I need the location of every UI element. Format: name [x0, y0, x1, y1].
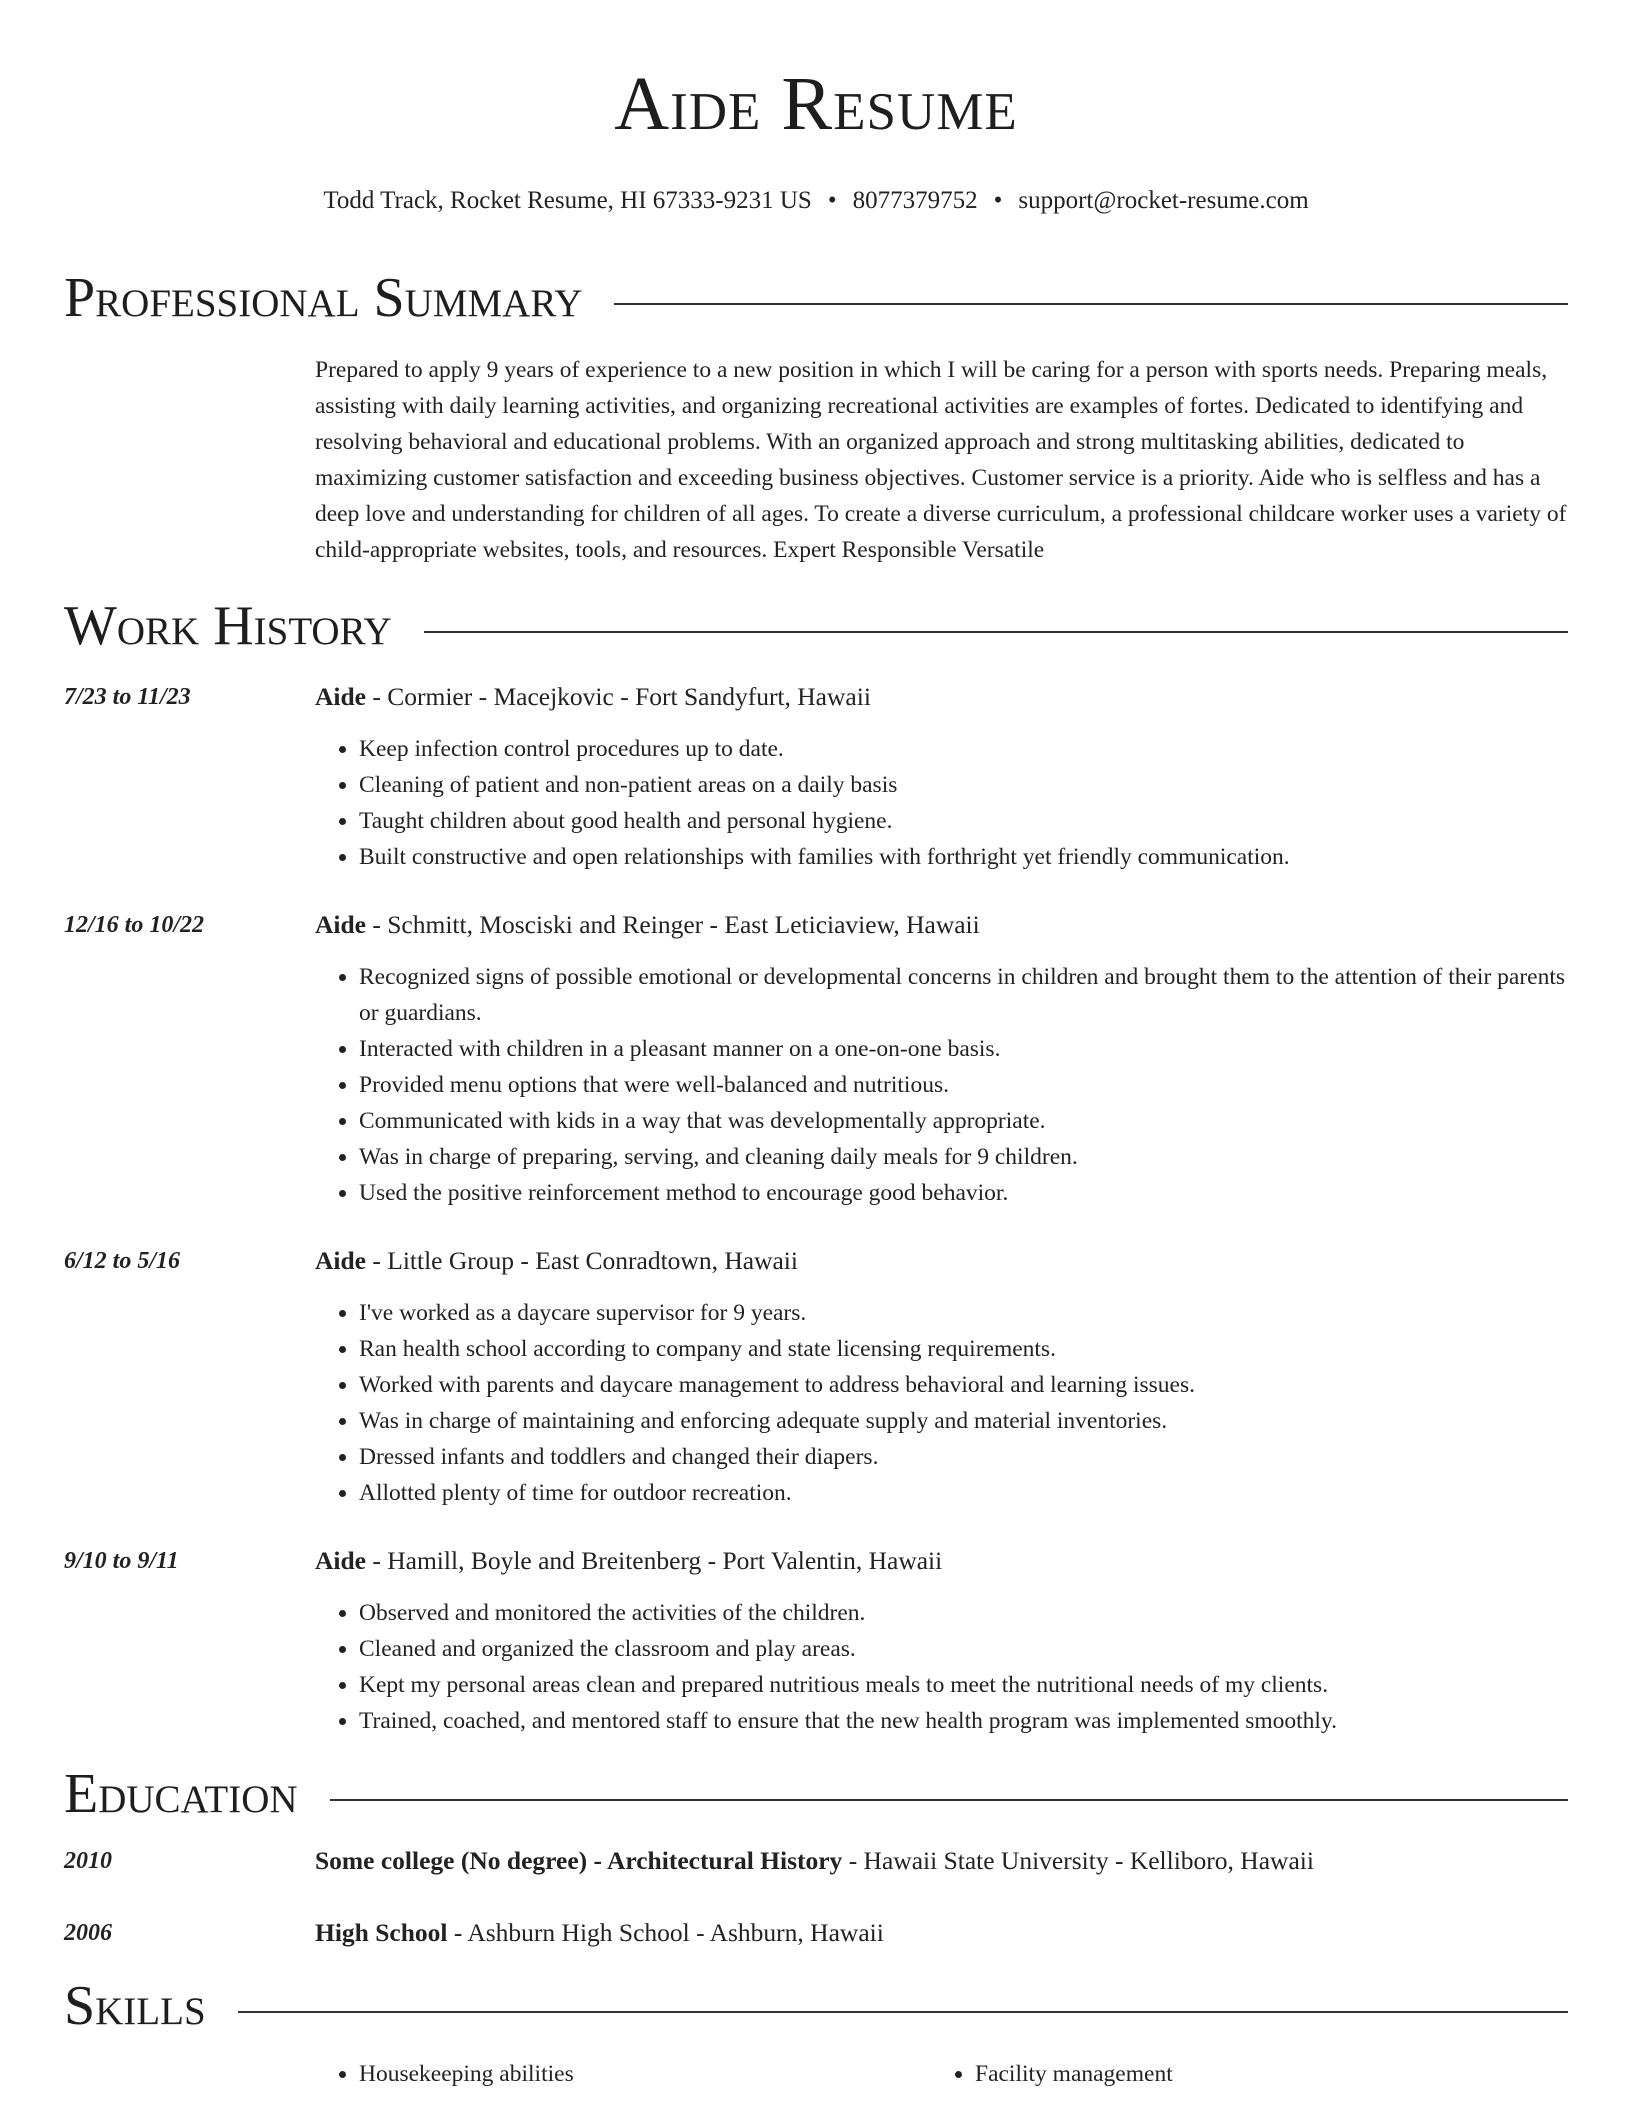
education-entry — [64, 1916, 1568, 1950]
job-bullet: • Cleaned and organized the classroom and play areas. — [359, 1631, 1568, 1667]
contact-separator: • — [993, 187, 1003, 214]
job-bullets — [315, 959, 1568, 1211]
job-entry — [64, 1544, 1568, 1739]
job-dates: 7/23 to 11/23 — [64, 684, 191, 710]
job-bullet: • Cleaning of patient and non-patient areas on a daily basis — [359, 767, 1568, 803]
contact-email: support@rocket-resume.com — [1018, 187, 1309, 214]
section-title-summary: Professional Summary — [64, 267, 583, 329]
job-bullet: • Interacted with children in a pleasant manner on a one-on-one basis. — [359, 1031, 1568, 1067]
section-divider — [238, 2011, 1568, 2013]
job-title: Aide — [315, 1546, 366, 1575]
job-title: Aide — [315, 910, 366, 939]
job-details: - Little Group - East Conradtown, Hawaii — [366, 1246, 798, 1275]
skills-column-right — [931, 2056, 1547, 2092]
job-dates: 9/10 to 9/11 — [64, 1548, 179, 1574]
job-bullet: • Allotted plenty of time for outdoor recreation. — [359, 1475, 1568, 1511]
job-dates: 6/12 to 5/16 — [64, 1248, 181, 1274]
education-body — [315, 1844, 1568, 1878]
job-headline — [315, 680, 1568, 714]
job-bullet: • Keep infection control procedures up to date. — [359, 731, 1568, 767]
job-bullet: • Used the positive reinforcement method to encourage good behavior. — [359, 1175, 1568, 1211]
job-bullets — [315, 1295, 1568, 1511]
job-dates: 12/16 to 10/22 — [64, 912, 205, 938]
education-entry — [64, 1844, 1568, 1878]
job-entry — [64, 908, 1568, 1211]
job-bullet: • Dressed infants and toddlers and changed their diapers. — [359, 1439, 1568, 1475]
job-bullet: • Worked with parents and daycare management to address behavioral and learning issues. — [359, 1367, 1568, 1403]
job-bullet: • Kept my personal areas clean and prepared nutritious meals to meet the nutritional needs of my clients. — [359, 1667, 1568, 1703]
job-bullet: • Built constructive and open relationships with families with forthright yet friendly communication. — [359, 839, 1568, 875]
job-body — [315, 680, 1568, 875]
job-bullet: • Recognized signs of possible emotional or developmental concerns in children and brought them to the attention of their parents or guardians. — [359, 959, 1568, 1031]
skill-item: • Housekeeping abilities — [359, 2056, 931, 2092]
job-headline — [315, 1544, 1568, 1578]
work-history-list — [64, 680, 1568, 1739]
section-header-education — [64, 1764, 1568, 1824]
job-bullet: • Ran health school according to company and state licensing requirements. — [359, 1331, 1568, 1367]
job-entry — [64, 680, 1568, 875]
job-bullet: • Was in charge of maintaining and enforcing adequate supply and material inventories. — [359, 1403, 1568, 1439]
contact-separator: • — [827, 187, 837, 214]
job-details: - Cormier - Macejkovic - Fort Sandyfurt, Hawaii — [366, 682, 871, 711]
job-details: - Schmitt, Mosciski and Reinger - East Leticiaview, Hawaii — [366, 910, 980, 939]
job-bullets — [315, 1595, 1568, 1739]
job-title: Aide — [315, 682, 366, 711]
skill-item: • Facility management — [975, 2056, 1547, 2092]
job-body — [315, 908, 1568, 1211]
section-divider — [424, 631, 1568, 633]
education-degree: Some college (No degree) - Architectural History — [315, 1846, 843, 1875]
summary-text: Prepared to apply 9 years of experience to a new position in which I will be caring for a person with sports needs. Preparing meals, assisting with daily learning activities, and organizing recreational activities are examples of fortes. Dedicated to identifying and resolving behavioral and educational problems. With an organized approach and strong multitasking abilities, dedicated to maximizing customer satisfaction and exceeding business objectives. Customer service is a priority. Aide who is selfless and has a deep love and understanding for children of all ages. To create a diverse curriculum, a professional childcare worker uses a variety of child-appropriate websites, tools, and resources. Expert Responsible Versatile — [315, 357, 1567, 563]
job-bullet: • Taught children about good health and personal hygiene. — [359, 803, 1568, 839]
section-divider — [614, 303, 1568, 305]
job-bullet: • Observed and monitored the activities of the children. — [359, 1595, 1568, 1631]
education-details: - Hawaii State University - Kelliboro, Hawaii — [842, 1846, 1314, 1875]
job-bullet: • Communicated with kids in a way that was developmentally appropriate. — [359, 1103, 1568, 1139]
job-title: Aide — [315, 1246, 366, 1275]
education-headline — [315, 1916, 1568, 1950]
job-bullet: • I've worked as a daycare supervisor for 9 years. — [359, 1295, 1568, 1331]
skills-column-left — [315, 2056, 931, 2092]
contact-address: Todd Track, Rocket Resume, HI 67333-9231 US — [323, 187, 812, 214]
section-header-work-history — [64, 596, 1568, 656]
job-bullet: • Trained, coached, and mentored staff to ensure that the new health program was implemented smoothly. — [359, 1703, 1568, 1739]
job-bullet: • Provided menu options that were well-balanced and nutritious. — [359, 1067, 1568, 1103]
section-title-education: Education — [64, 1763, 298, 1825]
education-list — [64, 1844, 1568, 1950]
job-bullet: • Was in charge of preparing, serving, and cleaning daily meals for 9 children. — [359, 1139, 1568, 1175]
education-details: - Ashburn High School - Ashburn, Hawaii — [447, 1918, 884, 1947]
contact-line — [64, 186, 1568, 216]
job-headline — [315, 1244, 1568, 1278]
job-entry — [64, 1244, 1568, 1511]
section-divider — [330, 1799, 1568, 1801]
job-headline — [315, 908, 1568, 942]
education-body — [315, 1916, 1568, 1950]
job-body — [315, 1544, 1568, 1739]
education-year: 2010 — [64, 1848, 112, 1874]
section-header-skills — [64, 1976, 1568, 2036]
job-details: - Hamill, Boyle and Breitenberg - Port Valentin, Hawaii — [366, 1546, 943, 1575]
skills-grid — [315, 2056, 1568, 2092]
job-body — [315, 1244, 1568, 1511]
contact-phone: 8077379752 — [852, 187, 978, 214]
section-title-work-history: Work History — [64, 595, 392, 657]
section-title-skills: Skills — [64, 1975, 206, 2037]
resume-title: Aide Resume — [614, 62, 1018, 146]
education-headline — [315, 1844, 1568, 1878]
education-degree: High School — [315, 1918, 448, 1947]
job-bullets — [315, 731, 1568, 875]
section-header-summary — [64, 268, 1568, 328]
education-year: 2006 — [64, 1920, 112, 1946]
